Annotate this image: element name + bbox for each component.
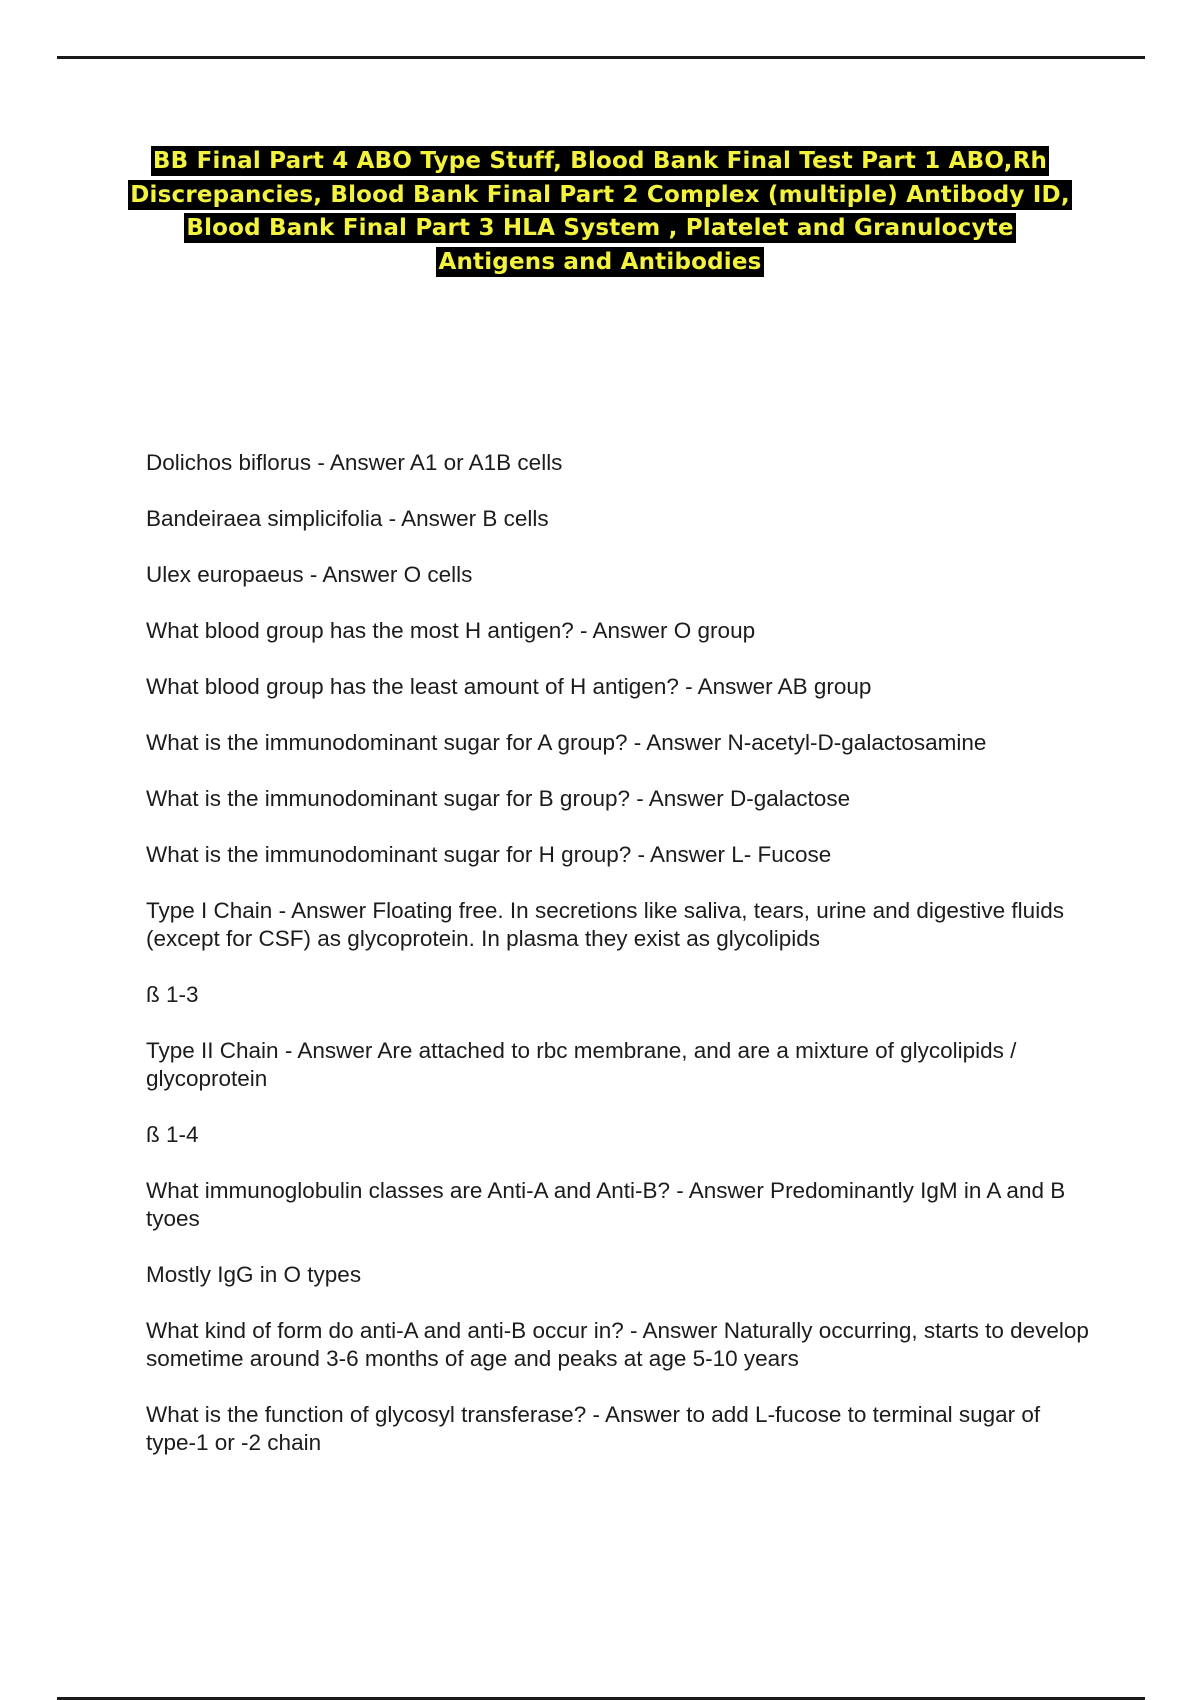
qa-entry: What immunoglobulin classes are Anti-A and Anti-B? - Answer Predominantly IgM in A and B tyoes bbox=[146, 1178, 1066, 1231]
qa-entry: What is the function of glycosyl transferase? - Answer to add L-fucose to terminal sugar of type-1 or -2 chain bbox=[146, 1402, 1041, 1455]
qa-entry: ß 1-3 bbox=[146, 982, 199, 1007]
qa-entry: What is the immunodominant sugar for A group? - Answer N-acetyl-D-galactosamine bbox=[146, 730, 987, 755]
qa-entry: Type I Chain - Answer Floating free. In secretions like saliva, tears, urine and digestive fluids (except for CSF) as glycoprotein. In plasma they exist as glycolipids bbox=[146, 898, 1064, 951]
title-line-2: Discrepancies, Blood Bank Final Part 2 Complex (multiple) Antibody ID, bbox=[130, 181, 1070, 208]
qa-entry: Ulex europaeus - Answer O cells bbox=[146, 562, 473, 587]
document-title bbox=[100, 145, 1100, 279]
title-line-1: BB Final Part 4 ABO Type Stuff, Blood Bank Final Test Part 1 ABO,Rh bbox=[152, 148, 1048, 174]
qa-list bbox=[146, 449, 1096, 1457]
qa-entry: ß 1-4 bbox=[146, 1122, 199, 1147]
header-rule bbox=[57, 56, 1145, 59]
qa-entry: What is the immunodominant sugar for H group? - Answer L- Fucose bbox=[146, 842, 832, 867]
qa-entry: Dolichos biflorus - Answer A1 or A1B cells bbox=[146, 450, 563, 475]
qa-entry: Mostly IgG in O types bbox=[146, 1262, 362, 1287]
qa-entry: Bandeiraea simplicifolia - Answer B cells bbox=[146, 506, 549, 531]
qa-entry: What blood group has the most H antigen? - Answer O group bbox=[146, 618, 756, 643]
qa-entry: What kind of form do anti-A and anti-B occur in? - Answer Naturally occurring, starts to develop sometime around 3-6 months of age and peaks at age 5-10 years bbox=[146, 1318, 1089, 1371]
title-line-3: Blood Bank Final Part 3 HLA System , Platelet and Granulocyte bbox=[186, 215, 1014, 241]
title-line-4: Antigens and Antibodies bbox=[438, 248, 762, 275]
qa-entry: What blood group has the least amount of H antigen? - Answer AB group bbox=[146, 674, 872, 699]
qa-entry: What is the immunodominant sugar for B group? - Answer D-galactose bbox=[146, 786, 851, 811]
qa-entry: Type II Chain - Answer Are attached to rbc membrane, and are a mixture of glycolipids / glycoprotein bbox=[146, 1038, 1017, 1091]
